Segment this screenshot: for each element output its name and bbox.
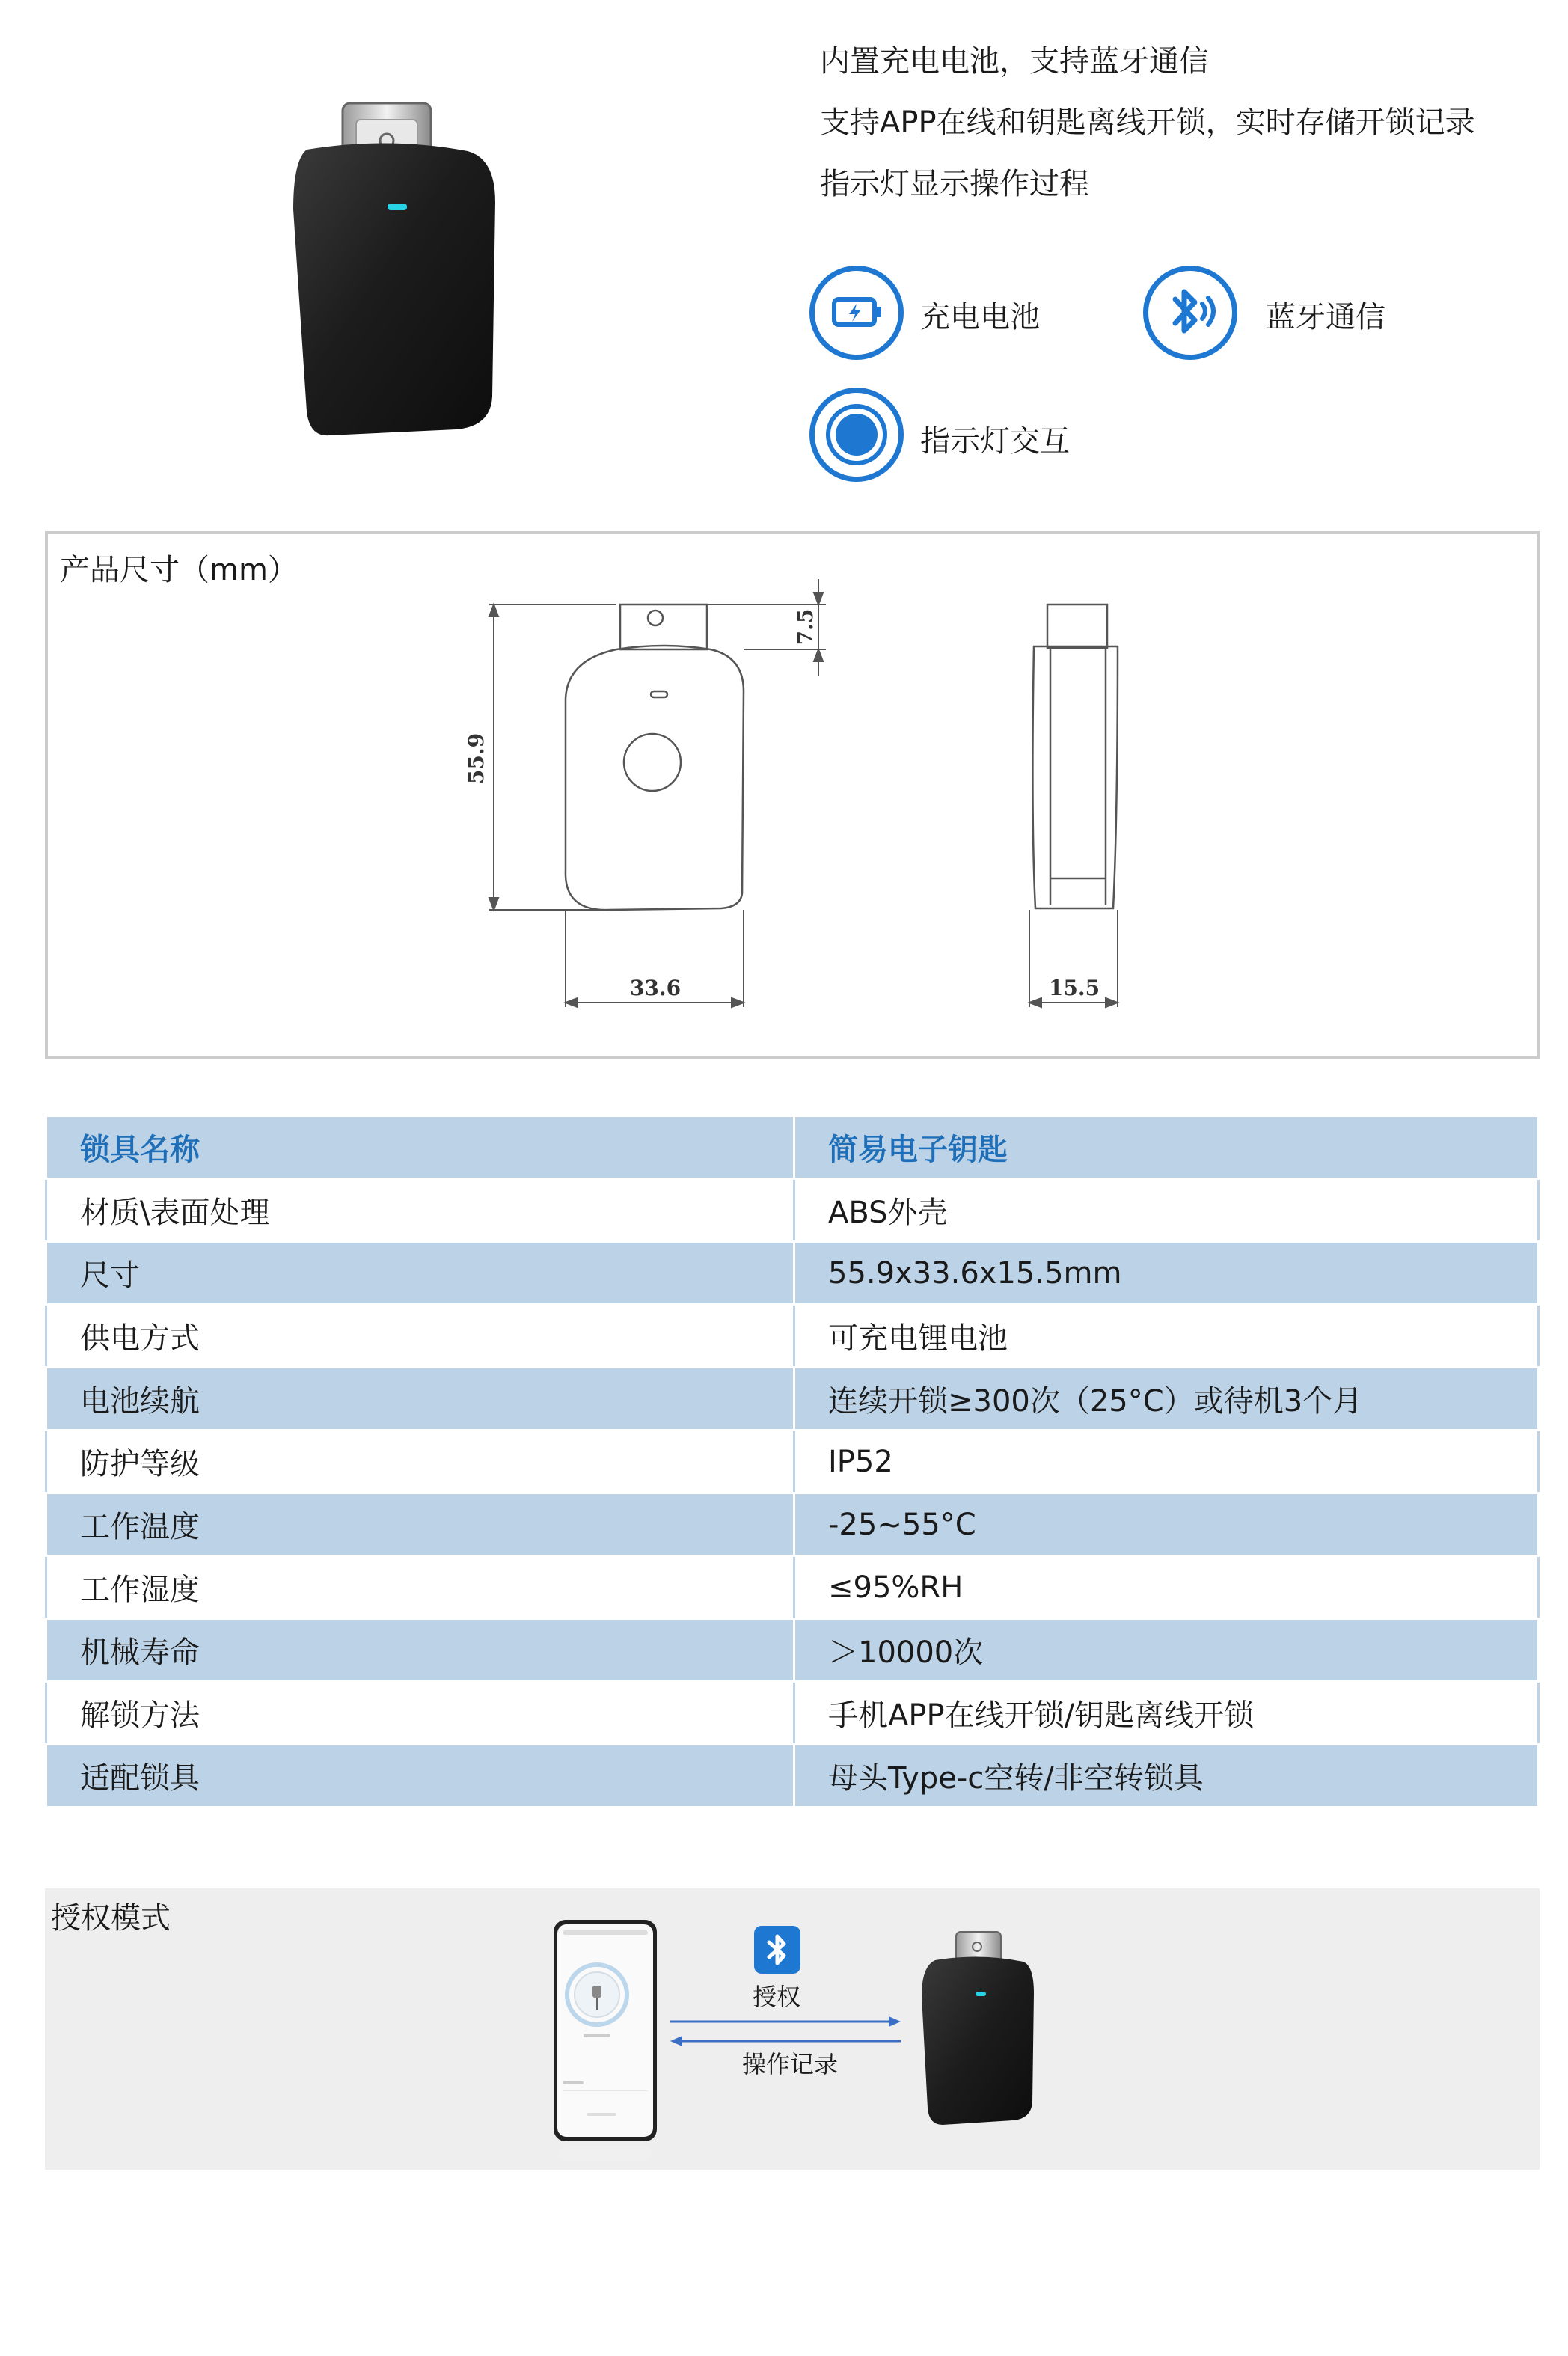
table-cell: 尺寸 — [46, 1242, 794, 1305]
feature-line: 内置充电电池，支持蓝牙通信 — [820, 44, 1209, 79]
operation-record-label: 操作记录 — [742, 2050, 839, 2078]
feature-line: 支持APP在线和钥匙离线开锁，实时存储开锁记录 — [820, 105, 1475, 140]
bluetooth-icon — [1143, 266, 1237, 360]
table-cell: 可充电锂电池 — [794, 1305, 1539, 1368]
dimension-drawing — [48, 534, 1537, 1056]
dim-thickness-label: 15.5 — [1048, 976, 1100, 1000]
table-cell: ≤95%RH — [794, 1556, 1539, 1619]
table-row — [46, 1619, 1539, 1682]
table-cell: 手机APP在线开锁/钥匙离线开锁 — [794, 1682, 1539, 1745]
table-row — [46, 1179, 1539, 1242]
table-cell: 适配锁具 — [46, 1745, 794, 1808]
table-cell: 供电方式 — [46, 1305, 794, 1368]
dim-connector-label: 7.5 — [793, 608, 818, 646]
table-row — [46, 1682, 1539, 1745]
dimension-title: 产品尺寸（mm） — [60, 553, 298, 587]
key-device-image — [913, 1929, 1040, 2128]
battery-icon — [809, 266, 904, 360]
table-header-cell: 锁具名称 — [46, 1116, 794, 1179]
dim-width-label: 33.6 — [629, 976, 682, 1000]
table-cell: -25~55°C — [794, 1493, 1539, 1556]
auth-mode-title: 授权模式 — [51, 1901, 171, 1936]
spec-table — [45, 1115, 1540, 1808]
table-row — [46, 1493, 1539, 1556]
table-cell: ABS外壳 — [794, 1179, 1539, 1242]
table-cell: ＞10000次 — [794, 1619, 1539, 1682]
table-row — [46, 1556, 1539, 1619]
dimension-panel — [45, 531, 1540, 1059]
table-header-row — [46, 1116, 1539, 1179]
authorize-label: 授权 — [753, 1983, 801, 2011]
table-cell: 防护等级 — [46, 1431, 794, 1493]
table-cell: 机械寿命 — [46, 1619, 794, 1682]
table-row — [46, 1745, 1539, 1808]
product-photo — [277, 97, 516, 441]
table-row — [46, 1431, 1539, 1493]
feature-label-bluetooth: 蓝牙通信 — [1266, 300, 1385, 334]
table-cell: 解锁方法 — [46, 1682, 794, 1745]
table-row — [46, 1368, 1539, 1431]
auth-mode-panel — [45, 1888, 1540, 2170]
feature-label-battery: 充电电池 — [920, 300, 1040, 334]
table-header-cell: 简易电子钥匙 — [794, 1116, 1539, 1179]
table-row — [46, 1305, 1539, 1368]
table-cell: 工作温度 — [46, 1493, 794, 1556]
feature-label-indicator: 指示灯交互 — [920, 424, 1070, 459]
feature-line: 指示灯显示操作过程 — [820, 167, 1089, 201]
table-row — [46, 1242, 1539, 1305]
phone-app-image — [549, 1917, 661, 2164]
table-cell: 材质\表面处理 — [46, 1179, 794, 1242]
table-cell: 母头Type-c空转/非空转锁具 — [794, 1745, 1539, 1808]
table-cell: 连续开锁≥300次（25°C）或待机3个月 — [794, 1368, 1539, 1431]
table-cell: IP52 — [794, 1431, 1539, 1493]
bluetooth-icon — [754, 1926, 800, 1974]
table-cell: 工作湿度 — [46, 1556, 794, 1619]
dim-height-label: 55.9 — [464, 732, 489, 785]
table-cell: 电池续航 — [46, 1368, 794, 1431]
table-cell: 55.9x33.6x15.5mm — [794, 1242, 1539, 1305]
indicator-light-icon — [809, 388, 904, 482]
